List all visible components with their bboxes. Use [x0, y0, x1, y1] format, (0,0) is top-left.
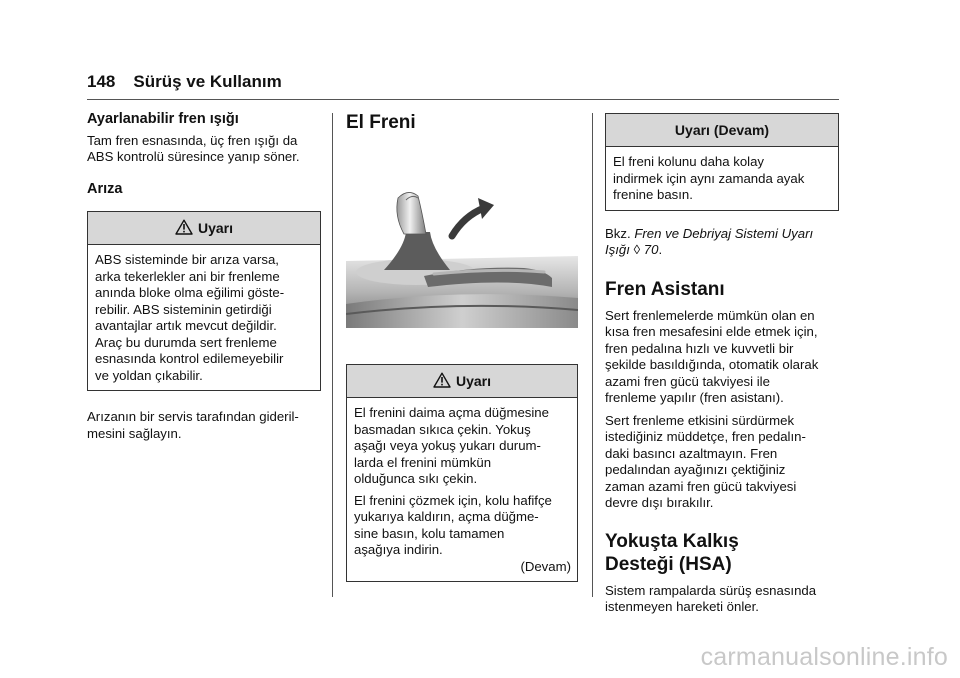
header-rule — [87, 99, 839, 100]
text-line: devre dışı bırakılır. — [605, 495, 714, 510]
para-brake-light — [87, 133, 321, 166]
para-brake-assist-1 — [605, 308, 839, 407]
heading-adjustable-brake-light: Ayarlanabilir fren ışığı — [87, 111, 239, 127]
warning-title: Uyarı — [197, 220, 234, 236]
heading-fault: Arıza — [87, 180, 123, 197]
text-line: indirmek için aynı zamanda ayak — [613, 170, 805, 186]
continued-label: (Devam) — [520, 558, 571, 574]
text-line: Sert frenlemelerde mümkün olan en — [605, 307, 815, 323]
column-1 — [87, 111, 321, 442]
warning-box-body — [88, 245, 320, 390]
text-line: istenmeyen hareketi önler. — [605, 599, 759, 614]
text-line: mesini sağlayın. — [87, 425, 182, 441]
text-line: Sert frenleme etkisini sürdürmek — [605, 412, 795, 428]
ref-link[interactable]: Fren ve Debriyaj Sistemi Uyarı — [634, 225, 814, 241]
text-line: aşağıya indirin. — [354, 542, 443, 557]
column-2 — [346, 111, 578, 582]
para-fault-service — [87, 409, 321, 442]
text-line: El frenini daima açma düğmesine — [354, 405, 549, 420]
heading-line: Desteği (HSA) — [605, 553, 732, 575]
text-line: avantajlar artık mevcut değildir. — [95, 318, 277, 333]
warning-box-abs — [87, 211, 321, 391]
text-line: fren pedalına hızlı ve kuvvetli bir — [605, 340, 794, 356]
warning-box-header — [347, 365, 577, 398]
column-divider-1 — [332, 113, 333, 597]
warning-box-body — [606, 147, 838, 210]
warning-triangle-icon — [433, 367, 451, 399]
heading-brake-assist: Fren Asistanı — [605, 278, 725, 300]
text-line: sine basın, kolu tamamen — [354, 525, 505, 541]
column-3 — [605, 111, 839, 616]
ref-prefix: Bkz. — [605, 225, 631, 241]
text-line: arka tekerlekler ani bir frenleme — [95, 268, 280, 284]
text-line: şekilde basıldığında, otomatik olarak — [605, 357, 819, 372]
parking-brake-illustration — [346, 186, 578, 346]
text-line: yukarıya kaldırın, açma düğme- — [354, 509, 539, 524]
text-line: frenine basın. — [613, 187, 693, 202]
warning-box-continued — [605, 113, 839, 211]
section-title: Sürüş ve Kullanım — [133, 72, 282, 91]
warning-box-body — [347, 398, 577, 581]
text-line: daki basıncı azaltmayın. Fren — [605, 445, 778, 461]
text-line: ABS sisteminde bir arıza varsa, — [95, 252, 279, 267]
ref-link-cont[interactable]: Işığı — [605, 242, 630, 257]
warning-title: Uyarı — [455, 373, 492, 389]
text-line: larda el frenini mümkün — [354, 454, 492, 470]
para-brake-assist-2 — [605, 413, 839, 512]
text-line: pedalından ayağınızı çektiğiniz — [605, 462, 786, 477]
text-line: rebilir. ABS sisteminin getirdiği — [95, 301, 272, 317]
text-line: Tam fren esnasında, üç fren ışığı da — [87, 132, 298, 148]
warning-box-header — [88, 212, 320, 245]
text-line: basmadan sıkıca çekin. Yokuş — [354, 421, 531, 437]
text-line: ve yoldan çıkabilir. — [95, 367, 203, 383]
text-line: frenleme yapılır (fren asistanı). — [605, 390, 784, 405]
page-ref-icon: ◊ — [633, 242, 641, 257]
text-line: El frenini çözmek için, kolu hafifçe — [354, 492, 552, 508]
cross-reference — [605, 226, 839, 259]
text-line: azami fren gücü takviyesi ile — [605, 373, 770, 389]
text-line: El freni kolunu daha kolay — [613, 154, 765, 169]
text-line: olduğunca sıkı çekin. — [354, 471, 478, 486]
text-line: Sistem rampalarda sürüş esnasında — [605, 582, 817, 598]
text-line: zaman azami fren gücü takviyesi — [605, 478, 797, 494]
heading-hill-start-assist — [605, 530, 839, 576]
heading-parking-brake: El Freni — [346, 112, 416, 133]
warning-triangle-icon — [175, 214, 193, 246]
text-line: istediğiniz müddetçe, fren pedalın- — [605, 429, 806, 444]
ref-page-number[interactable]: 70 — [643, 242, 659, 257]
warning-box-parking-brake — [346, 364, 578, 582]
text-line: anında bloke olma eğilimi göste- — [95, 285, 285, 300]
heading-line: Yokuşta Kalkış — [605, 530, 739, 552]
page-number: 148 — [87, 72, 116, 91]
text-line: Araç bu durumda sert frenleme — [95, 334, 277, 350]
text-line: aşağı veya yokuş yukarı durum- — [354, 438, 541, 453]
ref-end: . — [658, 242, 663, 257]
text-line: kısa fren mesafesini elde etmek için, — [605, 324, 818, 339]
page-header — [87, 72, 282, 92]
warning-box-header: Uyarı (Devam) — [606, 114, 838, 147]
text-line: ABS kontrolü süresince yanıp söner. — [87, 149, 300, 164]
watermark: carmanualsonline.info — [700, 643, 948, 671]
para-hsa — [605, 583, 839, 616]
text-line: esnasında kontrol edilemeyebilir — [95, 351, 284, 366]
column-divider-2 — [592, 113, 593, 597]
text-line: Arızanın bir servis tarafından gideril- — [87, 409, 299, 424]
